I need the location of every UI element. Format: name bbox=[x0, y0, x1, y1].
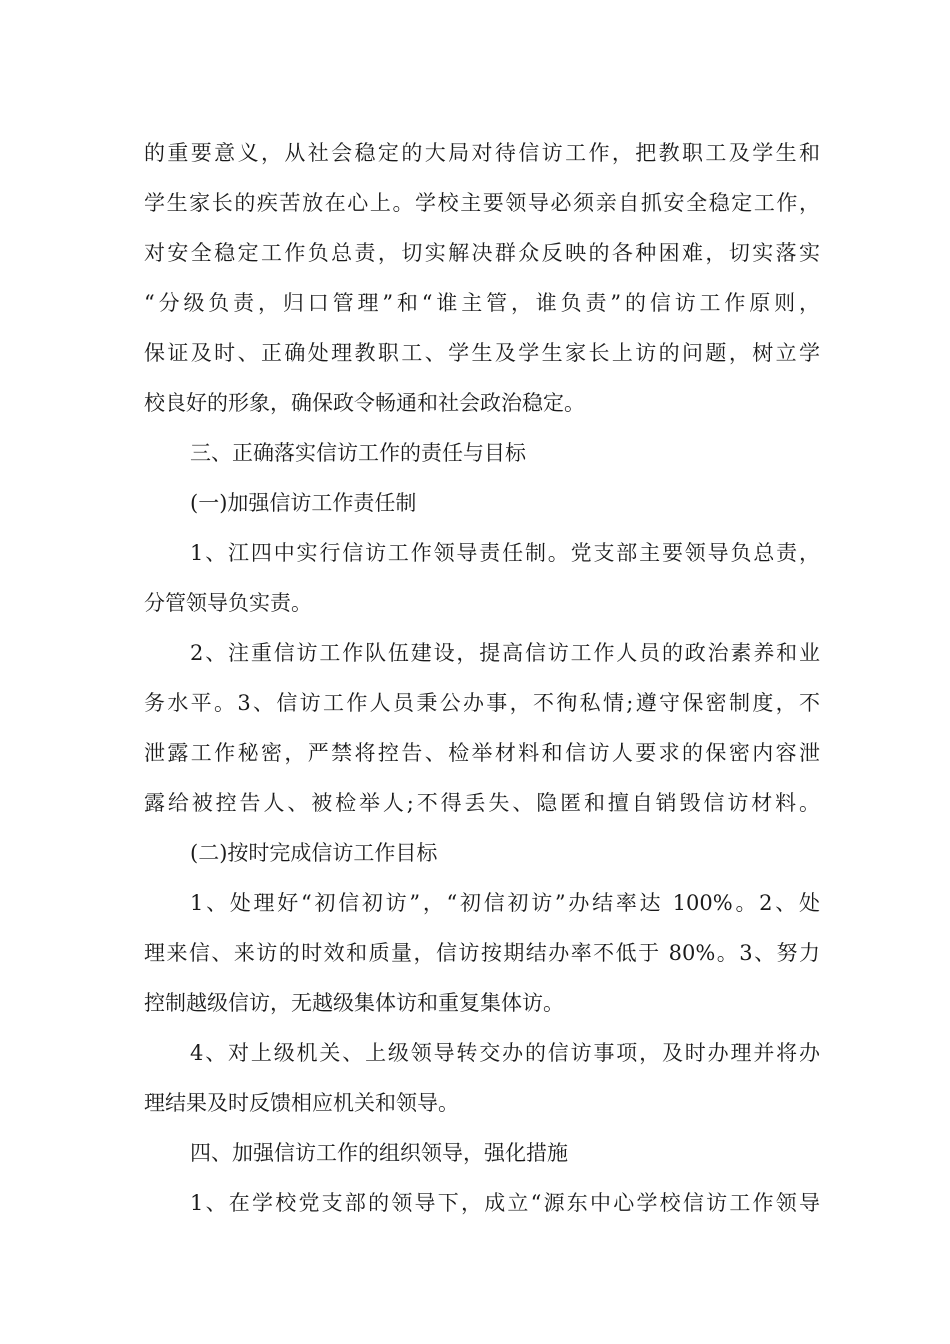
text-line: 2、注重信访工作队伍建设，提高信访工作人员的政治素养和业 bbox=[190, 641, 820, 665]
text-line: 1、在学校党支部的领导下，成立“源东中心学校信访工作领导 bbox=[190, 1191, 820, 1215]
body-text bbox=[144, 128, 820, 1228]
text-line: 的重要意义，从社会稳定的大局对待信访工作，把教职工及学生和 bbox=[144, 141, 820, 165]
text-line: 1、江四中实行信访工作领导责任制。党支部主要领导负总责， bbox=[190, 541, 820, 565]
text-line: 理来信、来访的时效和质量，信访按期结办率不低于 80%。3、努力 bbox=[144, 941, 820, 965]
text-line: 露给被控告人、被检举人;不得丢失、隐匿和擅自销毁信访材料。 bbox=[144, 791, 820, 815]
section-heading: 四、加强信访工作的组织领导，强化措施 bbox=[190, 1141, 568, 1165]
text-line: 保证及时、正确处理教职工、学生及学生家长上访的问题，树立学 bbox=[144, 341, 820, 365]
text-line: 理结果及时反馈相应机关和领导。 bbox=[144, 1091, 459, 1115]
text-line: 1、处理好“初信初访”，“初信初访”办结率达 100%。2、处 bbox=[190, 891, 820, 915]
text-line: 4、对上级机关、上级领导转交办的信访事项，及时办理并将办 bbox=[190, 1041, 820, 1065]
section-heading: 三、正确落实信访工作的责任与目标 bbox=[190, 441, 526, 465]
text-line: 校良好的形象，确保政令畅通和社会政治稳定。 bbox=[144, 391, 585, 415]
text-line: 分管领导负实责。 bbox=[144, 591, 312, 615]
text-line: 学生家长的疾苦放在心上。学校主要领导必须亲自抓安全稳定工作， bbox=[144, 191, 820, 215]
text-line: 控制越级信访，无越级集体访和重复集体访。 bbox=[144, 991, 564, 1015]
text-line: 泄露工作秘密，严禁将控告、检举材料和信访人要求的保密内容泄 bbox=[144, 741, 820, 765]
text-line: 务水平。3、信访工作人员秉公办事，不徇私情;遵守保密制度，不 bbox=[144, 691, 820, 715]
subsection-heading: (二)按时完成信访工作目标 bbox=[190, 841, 438, 865]
text-line: 对安全稳定工作负总责，切实解决群众反映的各种困难，切实落实 bbox=[144, 241, 820, 265]
subsection-heading: (一)加强信访工作责任制 bbox=[190, 491, 417, 515]
text-line: “分级负责，归口管理”和“谁主管，谁负责”的信访工作原则， bbox=[144, 291, 820, 315]
